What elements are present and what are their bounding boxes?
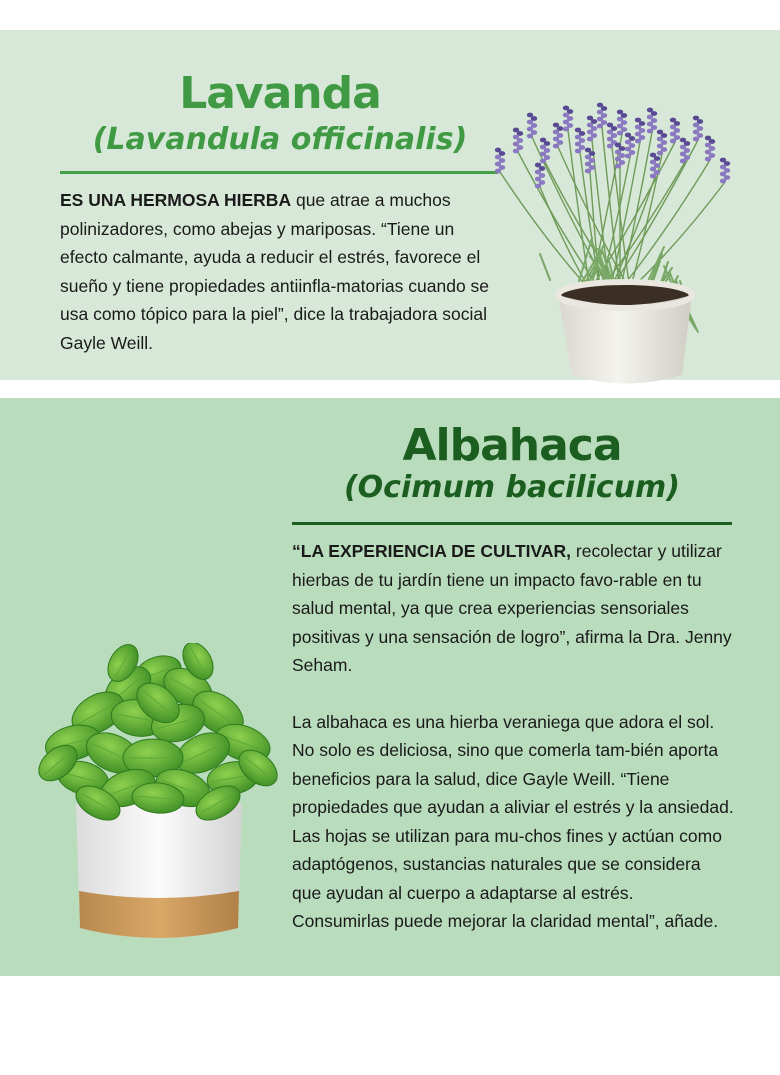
lavanda-paragraph bbox=[60, 186, 502, 357]
albahaca-section bbox=[0, 398, 780, 976]
albahaca-body: recolectar y utilizar hierbas de tu jardín tiene un impacto favo-rable en tu salud mental, ya que crea experiencias sensoriales positivas y una sensación de logro”, afirma la Dra. Jenny Seham. bbox=[292, 541, 732, 675]
basil-plant-image bbox=[28, 643, 288, 963]
lavanda-divider bbox=[60, 171, 498, 174]
lavanda-scientific-name: (Lavandula officinalis) bbox=[92, 122, 468, 157]
lavanda-body: que atrae a muchos polinizadores, como abejas y mariposas. “Tiene un efecto calmante, ayuda a reducir el estrés, favorece el sueño y tiene propiedades antiinfla-matorias cuando se usa como tópico para la piel”, dice la trabajadora social Gayle Weill. bbox=[60, 190, 490, 353]
albahaca-paragraph-2: La albahaca es una hierba veraniega que adora el sol. No solo es deliciosa, sino que comerla tam-bién aporta beneficios para la salud, dice Gayle Weill. “Tiene propiedades que ayudan a aliviar el estrés y la ansiedad. Las hojas se utilizan para mu-chos fines y actúan como adaptógenos, sustancias naturales que se considera que ayudan al cuerpo a adaptarse al estrés. Consumirlas puede mejorar la claridad mental”, añade. bbox=[292, 711, 734, 931]
albahaca-scientific-name: (Ocimum bacilicum) bbox=[343, 470, 681, 505]
albahaca-title: Albahaca bbox=[402, 420, 622, 471]
albahaca-paragraph-1 bbox=[292, 537, 734, 680]
lavanda-lead: ES UNA HERMOSA HIERBA bbox=[60, 190, 292, 210]
lavanda-section bbox=[0, 30, 780, 380]
albahaca-divider bbox=[292, 522, 732, 525]
lavender-plant-image bbox=[480, 90, 750, 400]
albahaca-text bbox=[292, 537, 734, 936]
albahaca-lead: “LA EXPERIENCIA DE CULTIVAR, bbox=[292, 541, 572, 561]
lavanda-title: Lavanda bbox=[179, 68, 381, 119]
